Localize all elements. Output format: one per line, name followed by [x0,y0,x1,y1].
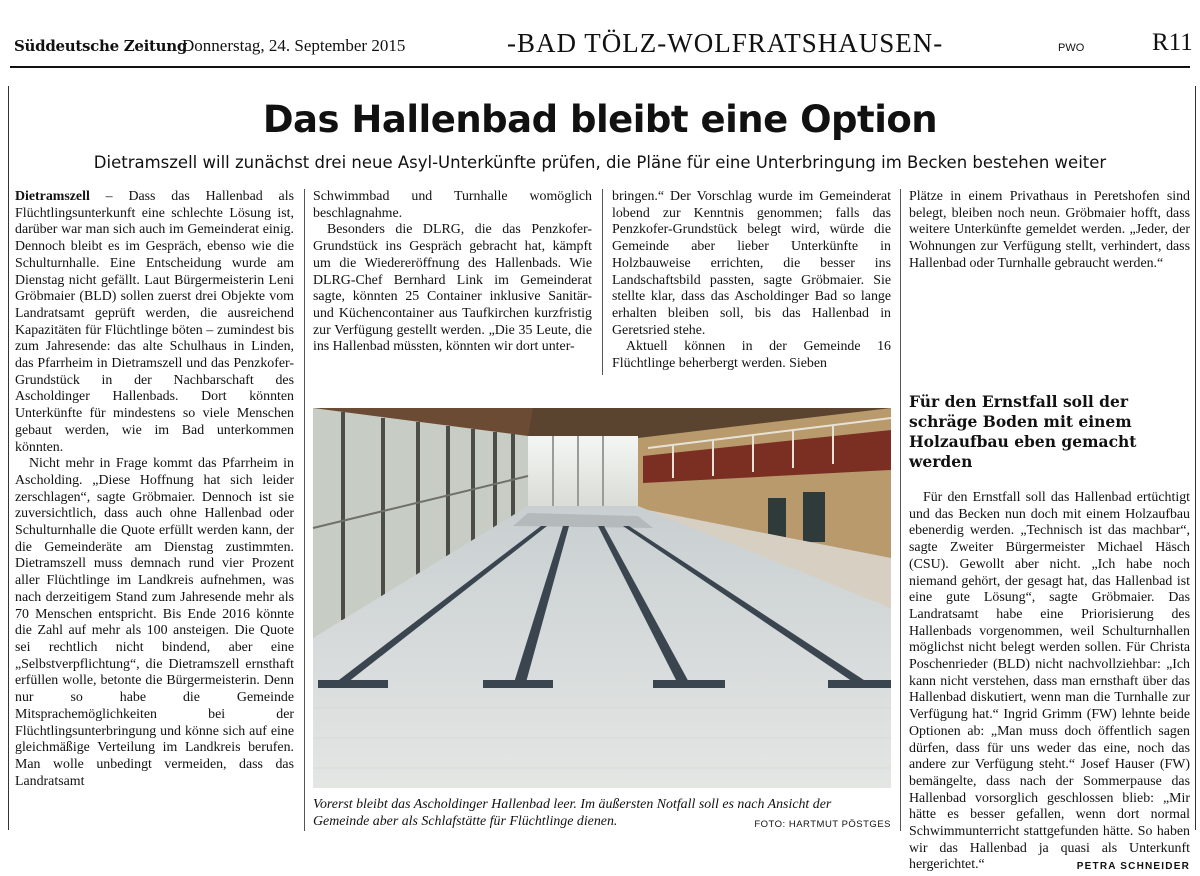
paragraph: Besonders die DLRG, die das Penzkofer-Grundstück ins Gespräch gebracht hat, kämpft um die Wiedereröffnung des Hallenbads. Wie DLRG-Chef Bernhard Link im Gemeinderat sagte, könnten 25 Container inklusive Sanitär- und Küchencontainer aus Taufkirchen kurzfristig zur Verfügung gestellt werden. „Die 35 Leute, die ins Hallenbad müssten, könnten wir dort unter- [313,222,592,355]
column-rule [304,189,305,831]
edition-code: PWO [1058,42,1085,54]
newspaper-logo: Süddeutsche Zeitung [14,37,188,55]
paragraph: Nicht mehr in Frage kommt das Pfarrheim in Ascholding. „Diese Hoffnung hat sich leider zerschlagen“, sagte Gröbmaier. Dennoch ist sie zuversichtlich, dass auch ohne Hallenbad oder Schulturnhalle die Quote erfüllt werden kann, der die Gemeinderäte am Dienstag zustimmten. Dietramszell muss demnach rund vier Prozent aller Flüchtlinge im Landkreis aufnehmen, was nach derzeitigem Stand zum Jahresende mehr als 70 Menschen entspricht. Bis Ende 2016 könnte die Zahl auf mehr als 100 ansteigen. Die Quote sei rechtlich nicht bindend, aber eine „Selbstverpflichtung“, die Dietramszell ernsthaft erfüllen wolle, betonte die Bürgermeisterin. Denn nur so habe die Gemeinde Mitsprachemöglichkeiten bei der Flüchtlingsunterbringung und könne sich auf eine gleichmäßige Verteilung im Landkreis berufen. Man wolle unbedingt vermeiden, dass das Landratsamt [15,456,294,789]
paragraph: – Dass das Hallenbad als Flüchtlingsunterkunft eine schlechte Lösung ist, darüber war man sich auch im Gemeinderat einig. Dennoch bleibt es im Gespräch, ebenso wie die Schulturnhalle. Eine Entscheidung wurde am Dienstag nicht gefällt. Laut Bürgermeisterin Leni Gröbmaier (BLD) sollen zuerst drei Objekte vom Landratsamt geprüft werden, die ausreichend Kapazitäten für Flüchtlinge böten – zumindest bis zum Jahresende: das alte Schulhaus in Linden, das Pfarrheim in Dietramszell und das Penzkofer-Grundstück in der Nachbarschaft des Ascholdinger Hallenbads. Dort könnten Unterkünfte für mindestens so viele Menschen gebaut werden, wie im Bad unterkommen könnten. [15,189,294,455]
caption-text: Vorerst bleibt das Ascholdinger Hallenbad leer. Im äußersten Notfall soll es nach Ansicht der Gemeinde aber als Schlafstätte für Flüchtlinge dienen. [313,797,832,829]
column-rule [900,189,901,831]
photo-caption [313,797,891,833]
swimming-pool-photo [313,408,891,788]
article-column-4-top [909,189,1190,375]
paragraph: bringen.“ Der Vorschlag wurde im Gemeinderat lobend zur Kenntnis genommen; falls das Penzkofer-Grundstück belegt wird, würde die Gemeinde aber lieber Unterkünfte in Holzbauweise errichten, die besser ins Landschaftsbild passten, sagte Gröbmaier. Sie stellte klar, dass das Ascholdinger Bad so lange erhalten bleiben soll, bis das Hallenbad in Geretsried stehe. [612,189,891,338]
article-column-3 [612,189,891,375]
article-column-1 [15,189,294,834]
paragraph: Schwimmbad und Turnhalle womöglich beschlagnahme. [313,189,592,221]
paragraph: Aktuell können in der Gemeinde 16 Flüchtlinge beherbergt werden. Sieben [612,339,891,372]
column-rule [602,189,603,375]
photo-credit: FOTO: HARTMUT PÖSTGES [754,818,891,830]
paragraph: Für den Ernstfall soll das Hallenbad ertüchtigt und das Becken nun doch mit einem Holzaufbau ebenerdig werden. „Technisch ist das machbar“, sagte Zweiter Bürgermeister Michael Häsch (CSU). Gewollt aber nicht. „Ich habe noch niemand gehört, der gesagt hat, das Hallenbad ist eine gute Lösung“, sagte Gröbmaier. Das Landratsamt habe eine Priorisierung des Hallenbads vorgenommen, weil Schulturnhallen möglichst nicht belegt werden sollen. Für Christa Poschenrieder (BLD) nicht nachvollziehbar: „Ich kann nicht verstehen, dass man ernsthaft über das Hallenbad diskutiert, wenn man die Turnhalle zur Verfügung hat.“ Ingrid Grimm (FW) lehnte beide Optionen ab: „Man muss doch öffentlich sagen dürfen, dass für uns weder das eine, noch das andere zur Verfügung steht.“ Josef Hauser (FW) bemängelte, dass nach der Sommerpause das Hallenbad vorsorglich geschlossen blieb: „Mir hätte es besser gefallen, wenn dort normal Schwimmunterricht stattgefunden hätte. So haben wir das Hallenbad ja quasi als Unterkunft hergerichtet.“ [909,490,1190,873]
subheadline: Dietramszell will zunächst drei neue Asyl-Unterkünfte prüfen, die Pläne für eine Unterbringung im Becken bestehen weiter [93,153,1107,172]
article-column-2 [313,189,592,375]
issue-date: Donnerstag, 24. September 2015 [182,36,406,55]
masthead [10,26,1193,68]
paragraph: Plätze in einem Privathaus in Peretshofen sind belegt, bleiben noch neun. Gröbmaier hofft, dass weitere Unterkünfte gemeldet werden. „Jeder, der Wohnungen zur Verfügung stellt, verhindert, dass Hallenbad oder Turnhalle gebraucht werden.“ [909,189,1190,271]
crosshead: Für den Ernstfall soll der schräge Boden mit einem Holzaufbau eben gemacht werden [909,392,1137,471]
byline: PETRA SCHNEIDER [1076,861,1190,873]
dateline: Dietramszell [15,189,90,204]
headline: Das Hallenbad bleibt eine Option [262,98,938,141]
section-title: -BAD TÖLZ-WOLFRATSHAUSEN- [507,28,944,58]
article-column-4-bottom [909,392,1190,873]
page-number: R11 [1152,29,1193,56]
